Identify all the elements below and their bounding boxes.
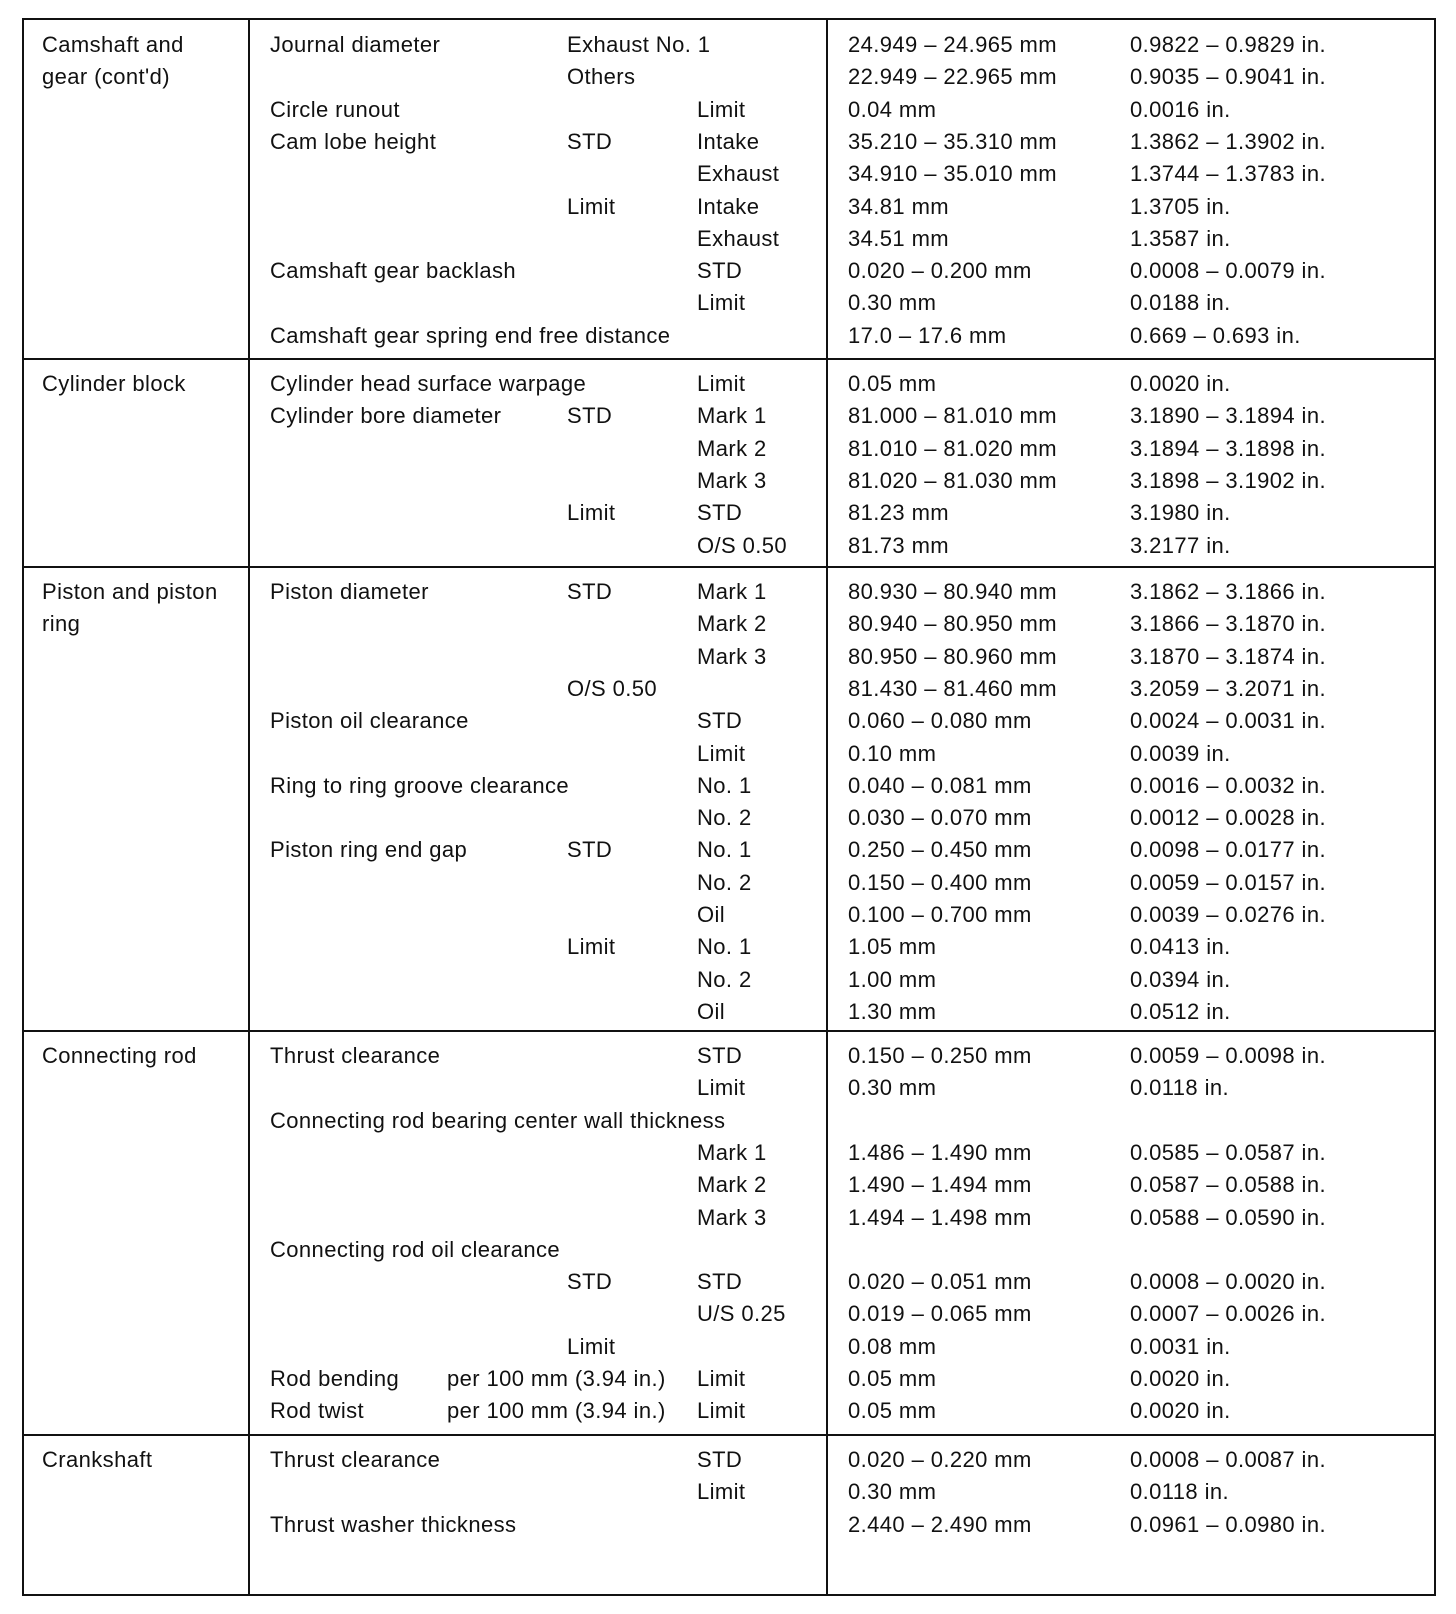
row-spec: Mark 2: [697, 1172, 767, 1198]
row-item: Piston ring end gap: [270, 837, 468, 863]
row-value-mm: 81.020 – 81.030 mm: [848, 467, 1058, 493]
row-value-inch: 0.0059 – 0.0157 in.: [1130, 869, 1326, 895]
row-spec: Mark 3: [697, 467, 767, 493]
section-name: ring: [42, 611, 81, 637]
row-value-mm: 34.51 mm: [848, 225, 950, 251]
row-value-inch: 0.0587 – 0.0588 in.: [1130, 1172, 1326, 1198]
row-spec: Intake: [697, 193, 760, 219]
row-condition: Others: [567, 64, 636, 90]
row-value-inch: 0.0020 in.: [1130, 1398, 1231, 1424]
row-value-inch: 0.0008 – 0.0087 in.: [1130, 1447, 1326, 1472]
row-value-mm: 0.150 – 0.400 mm: [848, 869, 1032, 895]
row-value-inch: 3.1980 in.: [1130, 500, 1231, 526]
row-spec: Exhaust: [697, 161, 780, 187]
row-spec: No. 1: [697, 772, 752, 798]
row-value-inch: 0.0098 – 0.0177 in.: [1130, 837, 1326, 863]
row-condition: O/S 0.50: [567, 675, 658, 701]
row-value-inch: 0.0512 in.: [1130, 998, 1231, 1024]
row-value-mm: 0.030 – 0.070 mm: [848, 805, 1032, 831]
row-spec: Limit: [697, 1479, 746, 1505]
row-spec: Limit: [697, 740, 746, 766]
row-value-inch: 0.0118 in.: [1130, 1479, 1230, 1505]
row-condition: Limit: [567, 193, 616, 219]
section-divider: [22, 1030, 1436, 1032]
row-value-inch: 3.1890 – 3.1894 in.: [1130, 403, 1326, 429]
row-item: Cylinder head surface warpage: [270, 371, 587, 396]
row-value-inch: 3.2059 – 3.2071 in.: [1130, 675, 1326, 701]
row-value-mm: 0.020 – 0.051 mm: [848, 1269, 1032, 1295]
row-item: Thrust clearance: [270, 1447, 441, 1472]
row-value-inch: 0.0059 – 0.0098 in.: [1130, 1043, 1326, 1068]
row-spec: STD: [697, 1447, 743, 1472]
row-item: Camshaft gear spring end free distance: [270, 322, 671, 348]
row-spec: Mark 2: [697, 611, 767, 637]
row-value-inch: 0.0016 in.: [1130, 96, 1231, 122]
row-spec: Oil: [697, 998, 726, 1024]
row-value-mm: 0.060 – 0.080 mm: [848, 708, 1032, 734]
row-spec: Limit: [697, 1075, 746, 1101]
row-value-inch: 1.3705 in.: [1130, 193, 1231, 219]
column-divider-name: [248, 18, 250, 1596]
row-condition: per 100 mm (3.94 in.): [447, 1366, 666, 1391]
row-value-inch: 0.0394 in.: [1130, 966, 1231, 992]
row-value-mm: 1.486 – 1.490 mm: [848, 1139, 1032, 1165]
row-condition: STD: [567, 403, 613, 429]
row-value-mm: 81.430 – 81.460 mm: [848, 675, 1058, 701]
row-value-mm: 1.00 mm: [848, 966, 937, 992]
row-value-mm: 1.494 – 1.498 mm: [848, 1204, 1032, 1230]
row-spec: Mark 1: [697, 579, 767, 604]
section-name: Connecting rod: [42, 1043, 197, 1068]
row-value-mm: 0.30 mm: [848, 1479, 937, 1505]
row-value-mm: 80.940 – 80.950 mm: [848, 611, 1058, 637]
row-item: Connecting rod oil clearance: [270, 1236, 561, 1262]
row-spec: Intake: [697, 128, 760, 154]
row-spec: Limit: [697, 290, 746, 316]
row-value-mm: 1.490 – 1.494 mm: [848, 1172, 1032, 1198]
row-value-mm: 0.250 – 0.450 mm: [848, 837, 1032, 863]
row-item: Cam lobe height: [270, 128, 437, 154]
row-spec: No. 2: [697, 805, 752, 831]
row-condition: STD: [567, 837, 613, 863]
row-item: Rod twist: [270, 1398, 365, 1424]
row-value-inch: 0.0024 – 0.0031 in.: [1130, 708, 1326, 734]
row-value-inch: 0.0039 – 0.0276 in.: [1130, 902, 1326, 927]
row-value-mm: 34.81 mm: [848, 193, 950, 219]
row-value-mm: 0.05 mm: [848, 1398, 937, 1424]
row-value-mm: 0.019 – 0.065 mm: [848, 1301, 1032, 1327]
row-spec: Mark 3: [697, 643, 767, 669]
row-spec: No. 1: [697, 934, 752, 960]
row-value-inch: 3.2177 in.: [1130, 532, 1231, 558]
row-value-inch: 0.0585 – 0.0587 in.: [1130, 1139, 1326, 1165]
row-value-mm: 0.30 mm: [848, 290, 937, 316]
row-value-mm: 0.05 mm: [848, 371, 937, 396]
row-value-mm: 81.000 – 81.010 mm: [848, 403, 1058, 429]
row-value-inch: 3.1894 – 3.1898 in.: [1130, 435, 1326, 461]
row-value-mm: 0.020 – 0.200 mm: [848, 258, 1032, 284]
row-condition: Limit: [567, 1333, 616, 1359]
row-value-mm: 0.05 mm: [848, 1366, 937, 1391]
row-value-mm: 80.930 – 80.940 mm: [848, 579, 1058, 604]
row-spec: Oil: [697, 902, 726, 927]
row-condition: per 100 mm (3.94 in.): [447, 1398, 666, 1424]
row-value-inch: 3.1870 – 3.1874 in.: [1130, 643, 1326, 669]
table-border-bottom: [22, 1594, 1436, 1596]
row-spec: O/S 0.50: [697, 532, 788, 558]
row-value-mm: 0.04 mm: [848, 96, 937, 122]
section-divider: [22, 358, 1436, 360]
row-value-mm: 0.150 – 0.250 mm: [848, 1043, 1032, 1068]
row-spec: Mark 1: [697, 403, 767, 429]
row-item: Cylinder bore diameter: [270, 403, 502, 429]
section-name: Crankshaft: [42, 1447, 153, 1472]
row-spec: Exhaust: [697, 225, 780, 251]
section-name: Camshaft and: [42, 32, 184, 57]
row-value-inch: 0.0007 – 0.0026 in.: [1130, 1301, 1326, 1327]
row-value-inch: 0.0961 – 0.0980 in.: [1130, 1511, 1326, 1537]
row-condition: STD: [567, 128, 613, 154]
row-spec: Limit: [697, 1366, 746, 1391]
row-value-inch: 0.0588 – 0.0590 in.: [1130, 1204, 1326, 1230]
row-value-inch: 3.1898 – 3.1902 in.: [1130, 467, 1326, 493]
row-condition: Exhaust No. 1: [567, 32, 711, 57]
row-value-inch: 0.669 – 0.693 in.: [1130, 322, 1301, 348]
row-value-inch: 0.0188 in.: [1130, 290, 1231, 316]
section-name: Piston and piston: [42, 579, 218, 604]
row-value-inch: 0.0012 – 0.0028 in.: [1130, 805, 1326, 831]
row-value-mm: 0.040 – 0.081 mm: [848, 772, 1032, 798]
table-border-left: [22, 18, 24, 1596]
row-value-mm: 22.949 – 22.965 mm: [848, 64, 1058, 90]
row-value-mm: 0.100 – 0.700 mm: [848, 902, 1032, 927]
row-item: Ring to ring groove clearance: [270, 772, 569, 798]
row-value-mm: 80.950 – 80.960 mm: [848, 643, 1058, 669]
row-value-inch: 3.1862 – 3.1866 in.: [1130, 579, 1326, 604]
row-value-mm: 0.020 – 0.220 mm: [848, 1447, 1032, 1472]
row-spec: STD: [697, 258, 743, 284]
table-border-right: [1434, 18, 1436, 1596]
row-condition: STD: [567, 1269, 613, 1295]
row-spec: STD: [697, 1269, 743, 1295]
row-spec: STD: [697, 1043, 743, 1068]
row-value-inch: 0.9035 – 0.9041 in.: [1130, 64, 1326, 90]
row-item: Thrust washer thickness: [270, 1511, 517, 1537]
row-condition: Limit: [567, 934, 616, 960]
row-condition: STD: [567, 579, 613, 604]
row-spec: STD: [697, 708, 743, 734]
row-value-mm: 35.210 – 35.310 mm: [848, 128, 1058, 154]
row-item: Circle runout: [270, 96, 400, 122]
row-value-mm: 24.949 – 24.965 mm: [848, 32, 1058, 57]
row-value-mm: 2.440 – 2.490 mm: [848, 1511, 1032, 1537]
row-value-mm: 81.010 – 81.020 mm: [848, 435, 1058, 461]
row-value-inch: 3.1866 – 3.1870 in.: [1130, 611, 1326, 637]
row-spec: Mark 3: [697, 1204, 767, 1230]
row-spec: STD: [697, 500, 743, 526]
section-name: Cylinder block: [42, 371, 186, 396]
row-value-inch: 0.0039 in.: [1130, 740, 1231, 766]
row-item: Connecting rod bearing center wall thickness: [270, 1107, 726, 1133]
row-spec: Mark 1: [697, 1139, 767, 1165]
row-value-inch: 1.3862 – 1.3902 in.: [1130, 128, 1326, 154]
column-divider-values: [826, 18, 828, 1596]
section-divider: [22, 566, 1436, 568]
row-value-inch: 0.0118 in.: [1130, 1075, 1230, 1101]
row-value-inch: 0.0031 in.: [1130, 1333, 1231, 1359]
row-spec: Limit: [697, 96, 746, 122]
row-value-mm: 34.910 – 35.010 mm: [848, 161, 1058, 187]
row-spec: Mark 2: [697, 435, 767, 461]
row-value-mm: 0.10 mm: [848, 740, 937, 766]
row-item: Journal diameter: [270, 32, 441, 57]
row-value-inch: 0.0020 in.: [1130, 1366, 1231, 1391]
row-spec: No. 1: [697, 837, 752, 863]
row-item: Camshaft gear backlash: [270, 258, 517, 284]
spec-table: [22, 18, 1436, 1596]
row-spec: No. 2: [697, 966, 752, 992]
table-border-top: [22, 18, 1436, 20]
row-spec: No. 2: [697, 869, 752, 895]
row-spec: Limit: [697, 1398, 746, 1424]
row-value-mm: 81.23 mm: [848, 500, 950, 526]
row-spec: Limit: [697, 371, 746, 396]
row-item: Piston diameter: [270, 579, 429, 604]
section-divider: [22, 1434, 1436, 1436]
row-item: Piston oil clearance: [270, 708, 469, 734]
row-value-inch: 0.0020 in.: [1130, 371, 1231, 396]
row-value-mm: 81.73 mm: [848, 532, 950, 558]
row-value-inch: 1.3587 in.: [1130, 225, 1231, 251]
row-value-inch: 0.0413 in.: [1130, 934, 1231, 960]
row-item: Rod bending: [270, 1366, 400, 1391]
row-value-mm: 0.08 mm: [848, 1333, 937, 1359]
row-value-mm: 0.30 mm: [848, 1075, 937, 1101]
row-value-mm: 1.05 mm: [848, 934, 937, 960]
row-value-mm: 17.0 – 17.6 mm: [848, 322, 1007, 348]
row-spec: U/S 0.25: [697, 1301, 786, 1327]
row-condition: Limit: [567, 500, 616, 526]
row-value-inch: 0.0008 – 0.0020 in.: [1130, 1269, 1326, 1295]
row-value-inch: 0.0016 – 0.0032 in.: [1130, 772, 1326, 798]
row-value-inch: 1.3744 – 1.3783 in.: [1130, 161, 1326, 187]
section-name: gear (cont'd): [42, 64, 171, 90]
row-value-inch: 0.0008 – 0.0079 in.: [1130, 258, 1326, 284]
row-value-inch: 0.9822 – 0.9829 in.: [1130, 32, 1326, 57]
row-value-mm: 1.30 mm: [848, 998, 937, 1024]
row-item: Thrust clearance: [270, 1043, 441, 1068]
